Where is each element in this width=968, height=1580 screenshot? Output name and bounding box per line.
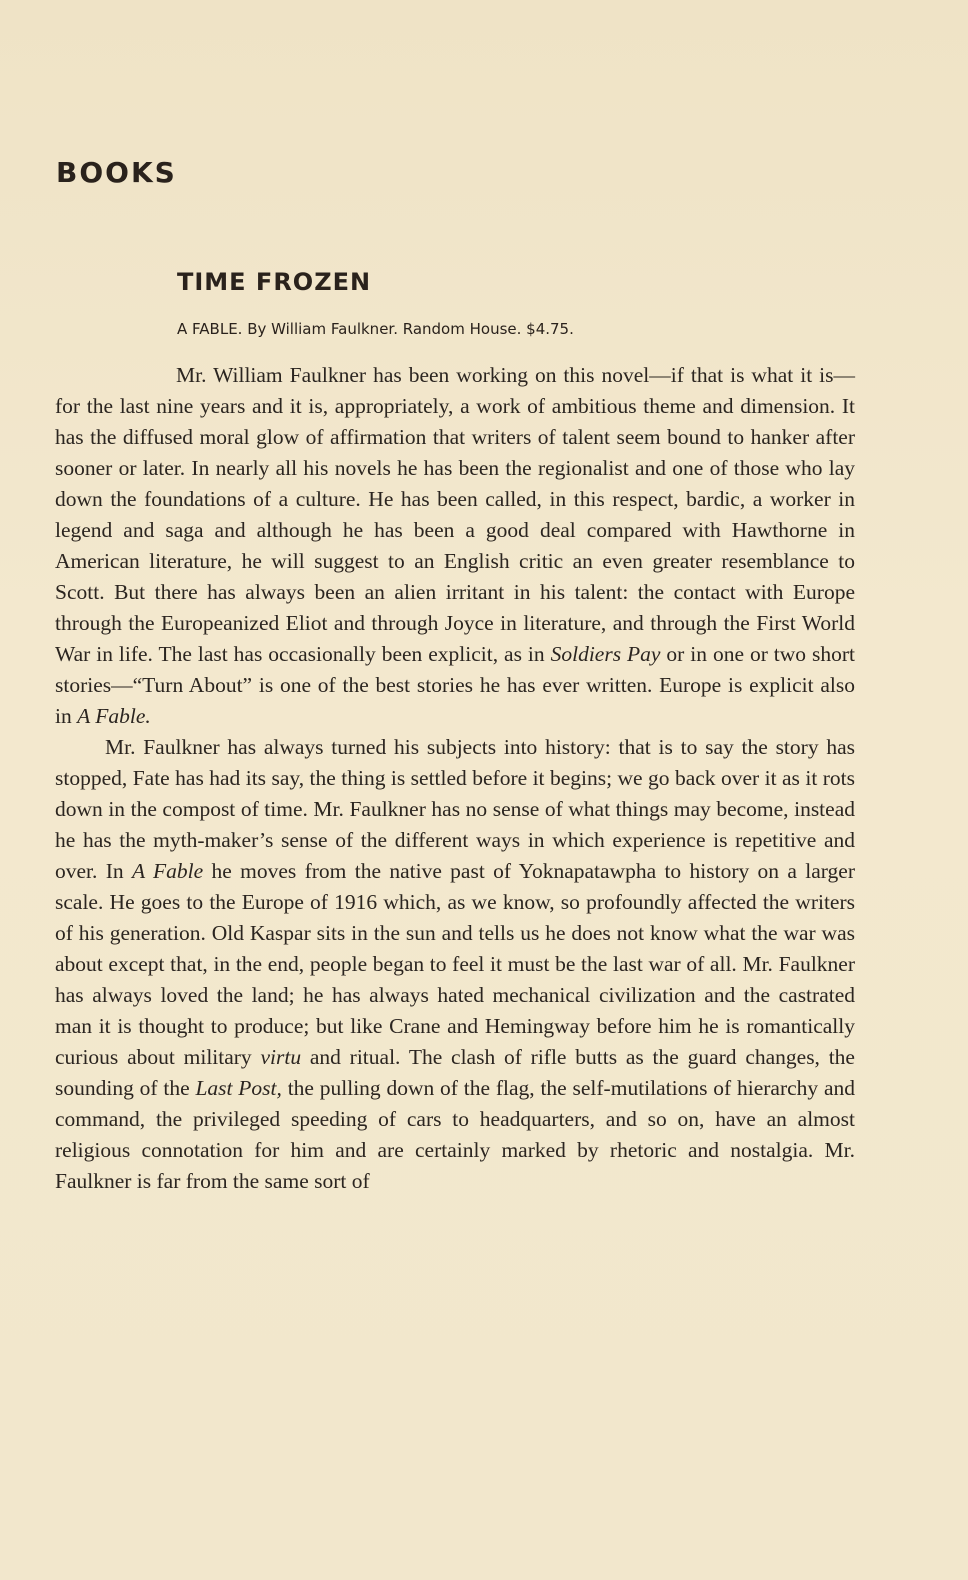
text-run: or in one or two short stories—“Turn About” is one of the best stories he has ever written. Europe is explicit also in — [55, 642, 856, 728]
italic-title-run: A Fable. — [77, 704, 151, 728]
article-title: TIME FROZEN — [177, 268, 372, 296]
text-run: he moves from the native past of Yoknapatawpha to history on a larger scale. He goes to the Europe of 1916 which, as we know, so profoundly affected the writers of his generation. Old Kaspar sits in the sun and tells us he does not know what the war was about except that, in the end, people began to feel it must be the last war of all. Mr. Faulkner has always loved the land; he has always hated mechanical civilization and the castrated man it is thought to produce; but like Crane and Hemingway before him he is romantically curious about military — [55, 859, 855, 1069]
section-title: BOOKS — [56, 156, 177, 189]
article-body — [55, 360, 855, 1197]
italic-title-run: Soldiers Pay — [550, 642, 661, 666]
text-run: Mr. Faulkner has always turned his subjects into history: that is to say the story has stopped, Fate has had its say, the thing is settled before it begins; we go back over it as it rots down in the compost of time. Mr. Faulkner has no sense of what things may become, instead he has the myth-maker’s sense of the different ways in which experience is repetitive and over. In — [55, 735, 855, 883]
text-run: Mr. William Faulkner has been working on this novel—if that is what it is—for the last nine years and it is, appropriately, a work of ambitious theme and dimension. It has the diffused moral glow of affirmation that writers of talent seem bound to hanker after sooner or later. In nearly all his novels he has been the regionalist and one of those who lay down the foundations of a culture. He has been called, in this respect, bardic, a worker in legend and saga and although he has been a good deal compared with Hawthorne in American literature, he will suggest to an English critic an even greater resemblance to Scott. But there has always been an alien irritant in his talent: the contact with Europe through the Europeanized Eliot and through Joyce in literature, and through the First World War in life. The last has occasionally been explicit, as in — [55, 363, 855, 666]
italic-title-run: A Fable — [131, 859, 204, 883]
italic-title-run: virtu — [260, 1045, 302, 1069]
paragraph-1 — [55, 360, 855, 732]
italic-title-run: Last Post, — [195, 1076, 282, 1100]
paragraph-2 — [55, 732, 855, 1197]
text-run: the pulling down of the flag, the self-mutilations of hierarchy and command, the privileged speeding of cars to headquarters, and so on, have an almost religious connotation for him and are certainly marked by rhetoric and nostalgia. Mr. Faulkner is far from the same sort of — [55, 1076, 855, 1193]
book-info: A FABLE. By William Faulkner. Random House. $4.75. — [177, 320, 574, 338]
text-run: and ritual. The clash of rifle butts as the guard changes, the sounding of the — [55, 1045, 855, 1100]
